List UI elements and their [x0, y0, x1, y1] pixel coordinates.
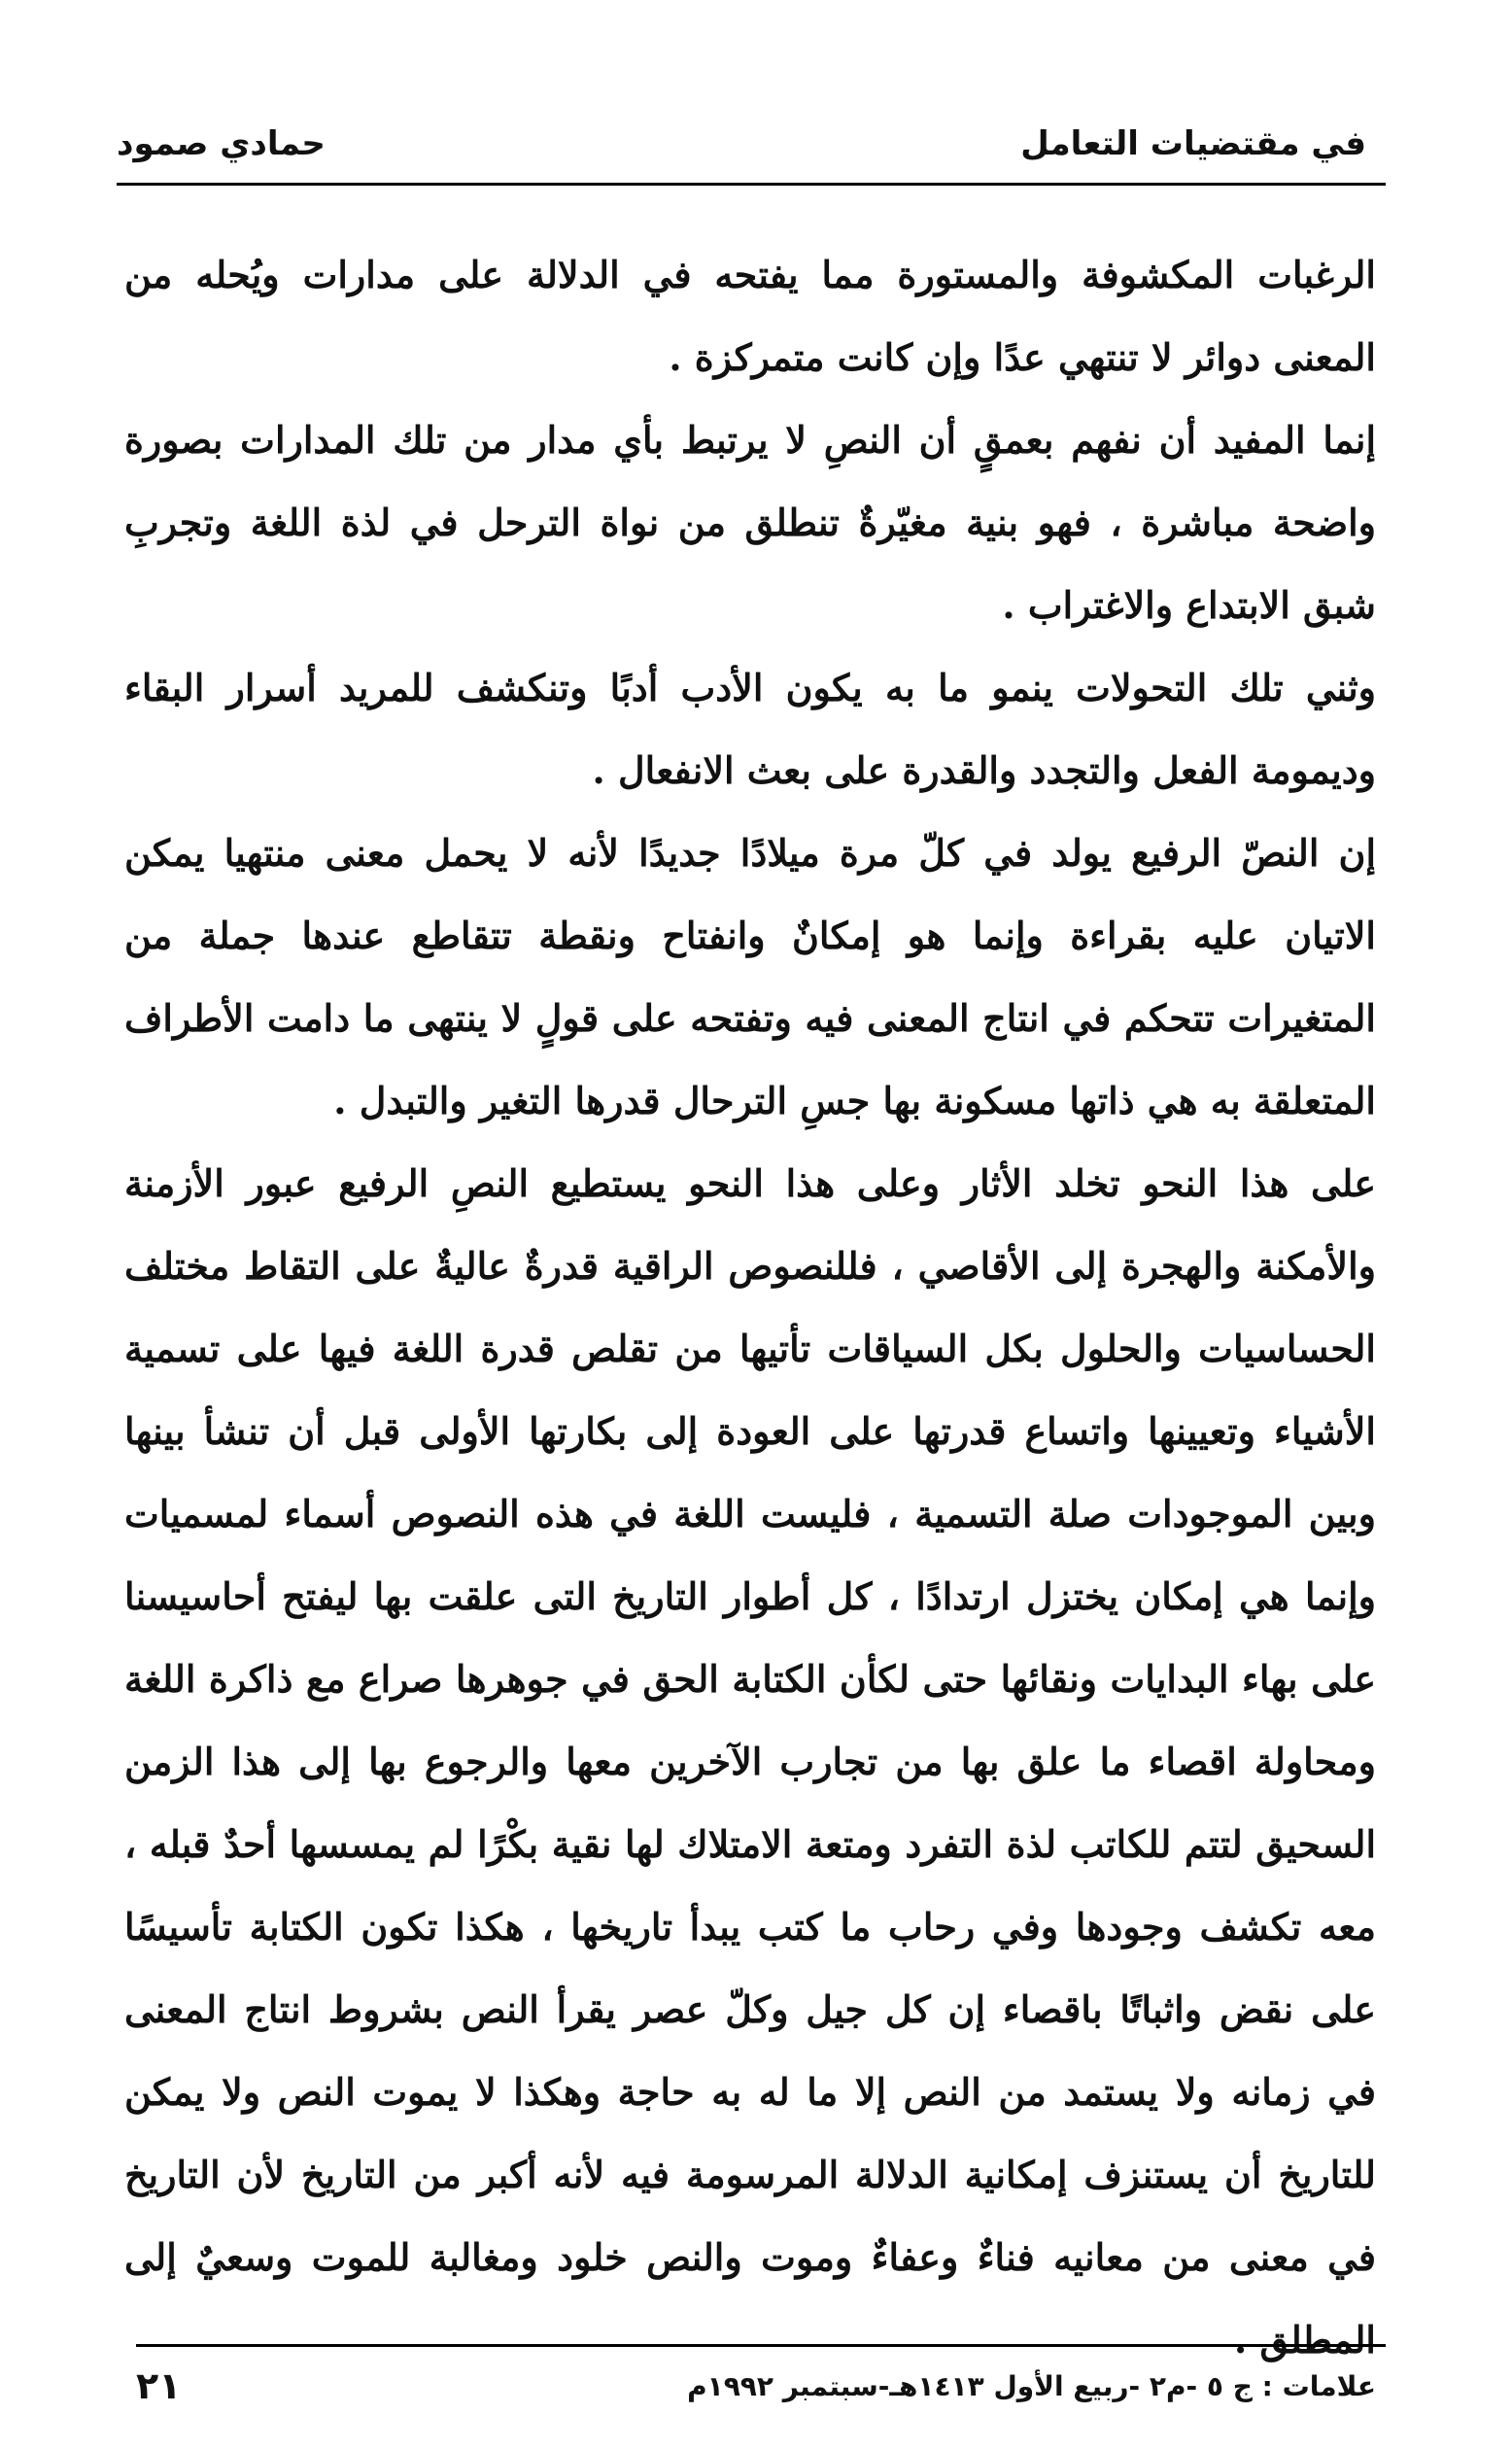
paragraph: إنما المفيد أن نفهم بعمقٍ أن النصِ لا يرتبط بأي مدار من تلك المدارات بصورة واضحة مباشرة ، فهو بنية مغيّرةٌ تنطلق من نواة الترحل في لذة اللغة وتجربِ شبق الابتداع والاغتراب .	[124, 418, 1376, 627]
author-name: حمادي صمود	[117, 124, 326, 163]
footer-divider	[136, 2344, 1386, 2347]
page-number: ٢١	[136, 2364, 182, 2407]
journal-info: علامات : ج ٥ -م٢ -ربيع الأول ١٤١٣هـ-سبتمبر ١٩٩٢م	[687, 2369, 1376, 2402]
body-text	[124, 233, 1376, 2381]
section-title: في مقتضيات التعامل	[1020, 124, 1366, 163]
paragraph: الرغبات المكشوفة والمستورة مما يفتحه في الدلالة على مدارات ويُحله من المعنى دوائر لا تنتهي عدًا وإن كانت متمركزة .	[124, 253, 1376, 379]
paragraph: إن النصّ الرفيع يولد في كلّ مرة ميلادًا جديدًا لأنه لا يحمل معنى منتهيا يمكن الاتيان عليه بقراءة وإنما هو إمكانٌ وانفتاح ونقطة تتقاطع عندها جملة من المتغيرات تتحكم في انتاج المعنى فيه وتفتحه على قولٍ لا ينتهى ما دامت الأطراف المتعلقة به هي ذاتها مسكونة بها جسِ الترحال قدرها التغير والتبدل .	[124, 831, 1376, 1122]
running-footer	[136, 2352, 1376, 2420]
running-header	[117, 115, 1366, 173]
paragraph: على هذا النحو تخلد الأثار وعلى هذا النحو يستطيع النصِ الرفيع عبور الأزمنة والأمكنة والهجرة إلى الأقاصي ، فللنصوص الراقية قدرةٌ عاليةٌ على التقاط مختلف الحساسيات والحلول بكل السياقات تأتيها من تقلص قدرة اللغة فيها على تسمية الأشياء وتعيينها واتساع قدرتها على العودة إلى بكارتها الأولى قبل أن تنشأ بينها وبين الموجودات صلة التسمية ، فليست اللغة في هذه النصوص أسماء لمسميات وإنما هي إمكان يختزل ارتدادًا ، كل أطوار التاريخ التى علقت بها ليفتح أحاسيسنا على بهاء البدايات ونقائها حتى لكأن الكتابة الحق في جوهرها صراع مع ذاكرة اللغة ومحاولة اقصاء ما علق بها من تجارب الآخرين معها والرجوع بها إلى هذا الزمن السحيق لتتم للكاتب لذة التفرد ومتعة الامتلاك لها نقية بكْرًا لم يمسسها أحدٌ قبله ، معه تكشف وجودها وفي رحاب ما كتب يبدأ تاريخها ، هكذا تكون الكتابة تأسيسًا على نقض واثباتًا باقصاء إن كل جيل وكلّ عصر يقرأ النص بشروط انتاج المعنى في زمانه ولا يستمد من النص إلا ما له به حاجة وهكذا لا يموت النص ولا يمكن للتاريخ أن يستنزف إمكانية الدلالة المرسومة فيه لأنه أكبر من التاريخ لأن التاريخ في معنى من معانيه فناءٌ وعفاءٌ وموت والنص خلود ومغالبة للموت وسعيٌ إلى المطلق .	[124, 1161, 1376, 2362]
header-divider	[117, 183, 1386, 186]
paragraph: وثني تلك التحولات ينمو ما به يكون الأدب أدبًا وتنكشف للمريد أسرار البقاء وديمومة الفعل والتجدد والقدرة على بعث الانفعال .	[124, 666, 1376, 792]
